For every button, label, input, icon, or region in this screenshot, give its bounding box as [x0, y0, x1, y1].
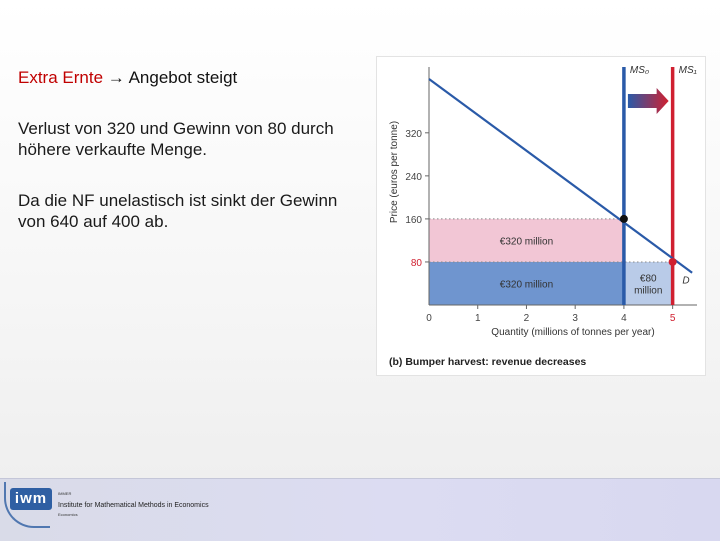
paragraph-loss-gain: Verlust von 320 und Gewinn von 80 durch höhere verkaufte Menge.: [18, 119, 334, 159]
heading-rest: Angebot steigt: [124, 68, 238, 87]
iwm-logo: iwm: [10, 488, 52, 510]
supply-demand-chart: [377, 57, 705, 375]
supply-label-original: MS₀: [629, 65, 650, 76]
chart-panel: [377, 57, 705, 375]
x-tick-label-5: 5: [669, 313, 676, 324]
heading-prefix: Extra Ernte: [18, 68, 104, 87]
footer-sub-label: Economics: [58, 512, 78, 517]
shift-arrow-icon: [628, 88, 669, 114]
y-tick-label-0: 80: [410, 257, 422, 269]
region-label-2: €80 million: [634, 273, 663, 297]
demand-label: D: [682, 275, 690, 287]
chart-caption: (b) Bumper harvest: revenue decreases: [389, 356, 587, 368]
equilibrium-point-0: [620, 215, 628, 223]
region-label-0: €320 million: [499, 236, 554, 248]
x-tick-label-3: 3: [572, 313, 578, 324]
region-label-1: €320 million: [499, 279, 554, 291]
y-tick-label-1: 160: [405, 214, 422, 226]
slide-heading: [18, 67, 237, 88]
x-tick-label-1: 1: [474, 313, 481, 324]
x-tick-label-2: 2: [523, 313, 530, 324]
paragraph-inelastic-demand: Da die NF unelastisch ist sinkt der Gewinn von 640 auf 400 ab.: [18, 191, 338, 231]
y-tick-label-3: 320: [405, 128, 422, 140]
x-tick-label-4: 4: [621, 313, 627, 324]
footer-bar: [0, 478, 720, 541]
footer-small-label: IMMER: [58, 491, 72, 496]
supply-label-new: MS₁: [678, 65, 697, 76]
y-axis-label: Price (euros per tonne): [389, 120, 400, 224]
arrow-right-icon: →: [107, 68, 125, 87]
x-tick-label-0: 0: [426, 313, 432, 324]
equilibrium-point-1: [669, 258, 677, 266]
y-tick-label-2: 240: [405, 171, 422, 183]
institute-name: Institute for Mathematical Methods in Economics: [58, 502, 209, 509]
x-axis-label: Quantity (millions of tonnes per year): [491, 327, 655, 338]
